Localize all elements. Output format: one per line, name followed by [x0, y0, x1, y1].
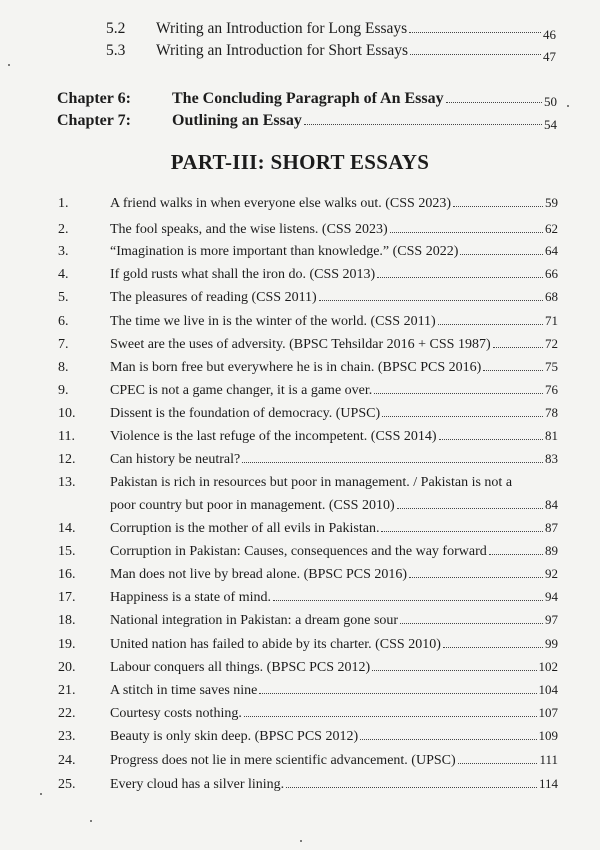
entry-title: The time we live in is the winter of the world. (CSS 2011)	[110, 314, 436, 329]
entry-number: 20.	[58, 660, 76, 675]
toc-entry	[58, 382, 558, 399]
page-number: 75	[545, 359, 558, 374]
leader-dots	[438, 324, 543, 325]
entry-number: 3.	[58, 244, 69, 259]
entry-title: A friend walks in when everyone else walks out. (CSS 2023)	[110, 196, 451, 211]
toc-entry	[58, 221, 558, 238]
entry-title: Corruption in Pakistan: Causes, consequences and the way forward	[110, 544, 487, 559]
entry-title: United nation has failed to abide by its charter. (CSS 2010)	[110, 637, 441, 652]
entry-number: 22.	[58, 706, 76, 721]
toc-entry	[58, 243, 558, 260]
toc-subsection	[106, 20, 556, 42]
toc-chapter	[57, 112, 557, 130]
toc-entry	[58, 428, 558, 445]
page-number: 64	[545, 243, 558, 258]
entry-title: Dissent is the foundation of democracy. (UPSC)	[110, 406, 381, 421]
leader-dots	[397, 508, 543, 509]
entry-number: 8.	[58, 360, 69, 375]
toc-entry	[58, 520, 558, 537]
page-number: 104	[538, 682, 558, 697]
leader-dots	[446, 102, 542, 103]
page-number: 66	[545, 266, 558, 281]
page-number: 54	[544, 117, 557, 132]
toc-chapter	[57, 90, 557, 108]
scan-speck	[40, 793, 42, 795]
entry-title: Corruption is the mother of all evils in Pakistan.	[110, 521, 380, 536]
leader-dots	[286, 787, 537, 788]
toc-entry	[58, 612, 558, 629]
leader-dots	[489, 554, 543, 555]
entry-title: Happiness is a state of mind.	[110, 590, 271, 605]
leader-dots	[410, 54, 541, 55]
page-number: 50	[544, 94, 557, 109]
leader-dots	[409, 32, 541, 33]
toc-entry	[58, 313, 558, 330]
entry-title: CPEC is not a game changer, it is a game over.	[110, 383, 373, 398]
toc-entry	[58, 659, 558, 676]
leader-dots	[372, 670, 536, 671]
entry-number: 24.	[58, 753, 76, 768]
leader-dots	[374, 393, 543, 394]
leader-dots	[443, 647, 543, 648]
toc-entry	[58, 289, 558, 306]
toc-entry	[58, 266, 558, 283]
leader-dots	[460, 254, 543, 255]
page-number: 78	[545, 405, 558, 420]
toc-entry	[58, 195, 558, 212]
chapter-title: The Concluding Paragraph of An Essay	[172, 90, 444, 107]
entry-title: Violence is the last refuge of the incompetent. (CSS 2014)	[110, 429, 437, 444]
leader-dots	[259, 693, 536, 694]
page-number: 92	[545, 566, 558, 581]
page-number: 97	[545, 612, 558, 627]
page-number: 81	[545, 428, 558, 443]
toc-entry	[58, 752, 558, 769]
entry-number: 21.	[58, 683, 76, 698]
page-number: 59	[545, 195, 558, 210]
page-number: 114	[538, 776, 558, 791]
leader-dots	[458, 763, 538, 764]
part-heading: PART-III: SHORT ESSAYS	[170, 150, 430, 174]
toc-entry	[58, 776, 558, 793]
toc-entry	[58, 336, 558, 353]
toc-entry	[58, 543, 558, 560]
leader-dots	[493, 347, 543, 348]
page-number: 111	[539, 752, 558, 767]
leader-dots	[360, 739, 536, 740]
entry-title: Sweet are the uses of adversity. (BPSC Tehsildar 2016 + CSS 1987)	[110, 337, 491, 352]
entry-title: Progress does not lie in mere scientific advancement. (UPSC)	[110, 753, 456, 768]
entry-title: Pakistan is rich in resources but poor in management. / Pakistan is not a	[110, 475, 513, 490]
entry-number: 5.	[58, 290, 69, 305]
leader-dots	[381, 531, 543, 532]
entry-title: Can history be neutral?	[110, 452, 241, 467]
page-number: 102	[538, 659, 558, 674]
leader-dots	[273, 600, 543, 601]
entry-number: 25.	[58, 777, 76, 792]
leader-dots	[483, 370, 543, 371]
entry-number: 13.	[58, 475, 76, 490]
entry-title: “Imagination is more important than knowledge.” (CSS 2022)	[110, 244, 459, 259]
entry-title: If gold rusts what shall the iron do. (CSS 2013)	[110, 267, 376, 282]
entry-title: National integration in Pakistan: a dream gone sour	[110, 613, 399, 628]
entry-number: 6.	[58, 314, 69, 329]
toc-subsection	[106, 42, 556, 64]
leader-dots	[242, 462, 543, 463]
entry-number: 23.	[58, 729, 76, 744]
toc-entry	[58, 728, 558, 745]
entry-number: 12.	[58, 452, 76, 467]
page-number: 62	[545, 221, 558, 236]
entry-number: 17.	[58, 590, 76, 605]
leader-dots	[439, 439, 543, 440]
entry-title: Labour conquers all things. (BPSC PCS 2012)	[110, 660, 371, 675]
scan-speck	[90, 820, 92, 822]
page-number: 71	[545, 313, 558, 328]
entry-number: 9.	[58, 383, 69, 398]
page-number: 68	[545, 289, 558, 304]
entry-title: Beauty is only skin deep. (BPSC PCS 2012)	[110, 729, 359, 744]
entry-number: 11.	[58, 429, 75, 444]
entry-number: 2.	[58, 222, 69, 237]
leader-dots	[377, 277, 543, 278]
entry-title: Man does not live by bread alone. (BPSC PCS 2016)	[110, 567, 408, 582]
entry-title: A stitch in time saves nine	[110, 683, 258, 698]
toc-entry	[58, 682, 558, 699]
leader-dots	[400, 623, 543, 624]
entry-number: 18.	[58, 613, 76, 628]
page-number: 83	[545, 451, 558, 466]
entry-title: The pleasures of reading (CSS 2011)	[110, 290, 317, 305]
subsection-number: 5.3	[106, 42, 126, 59]
leader-dots	[390, 232, 543, 233]
subsection-title: Writing an Introduction for Long Essays	[156, 20, 408, 37]
toc-entry	[58, 636, 558, 653]
page-number: 87	[545, 520, 558, 535]
page-number: 72	[545, 336, 558, 351]
chapter-title: Outlining an Essay	[172, 112, 302, 129]
entry-number: 10.	[58, 406, 76, 421]
leader-dots	[244, 716, 537, 717]
page-number: 46	[543, 27, 556, 42]
scan-speck	[300, 840, 302, 842]
entry-title: Man is born free but everywhere he is in chain. (BPSC PCS 2016)	[110, 360, 482, 375]
page-number: 99	[545, 636, 558, 651]
page-number: 47	[543, 49, 556, 64]
toc-entry	[58, 405, 558, 422]
page-number: 94	[545, 589, 558, 604]
entry-title: Every cloud has a silver lining.	[110, 777, 285, 792]
subsection-title: Writing an Introduction for Short Essays	[156, 42, 409, 59]
entry-number: 4.	[58, 267, 69, 282]
leader-dots	[409, 577, 543, 578]
toc-entry	[58, 566, 558, 583]
leader-dots	[382, 416, 543, 417]
page-number: 76	[545, 382, 558, 397]
chapter-label: Chapter 6:	[57, 90, 131, 107]
scan-speck	[8, 64, 10, 66]
entry-number: 1.	[58, 196, 69, 211]
leader-dots	[319, 300, 543, 301]
leader-dots	[304, 124, 542, 125]
page-number: 89	[545, 543, 558, 558]
toc-entry	[58, 359, 558, 376]
page-number: 107	[538, 705, 558, 720]
toc-entry	[58, 705, 558, 722]
entry-number: 16.	[58, 567, 76, 582]
scan-speck	[567, 105, 569, 107]
entry-number: 14.	[58, 521, 76, 536]
entry-title-continued: poor country but poor in management. (CSS 2010)	[110, 498, 395, 513]
entry-number: 7.	[58, 337, 69, 352]
entry-number: 15.	[58, 544, 76, 559]
page-number: 109	[538, 728, 558, 743]
subsection-number: 5.2	[106, 20, 126, 37]
chapter-label: Chapter 7:	[57, 112, 131, 129]
entry-title: Courtesy costs nothing.	[110, 706, 242, 721]
page-number: 84	[545, 497, 558, 512]
entry-number: 19.	[58, 637, 76, 652]
toc-entry	[58, 589, 558, 606]
toc-entry	[58, 451, 558, 468]
entry-title: The fool speaks, and the wise listens. (CSS 2023)	[110, 222, 388, 237]
toc-entry	[58, 475, 558, 514]
leader-dots	[453, 206, 543, 207]
